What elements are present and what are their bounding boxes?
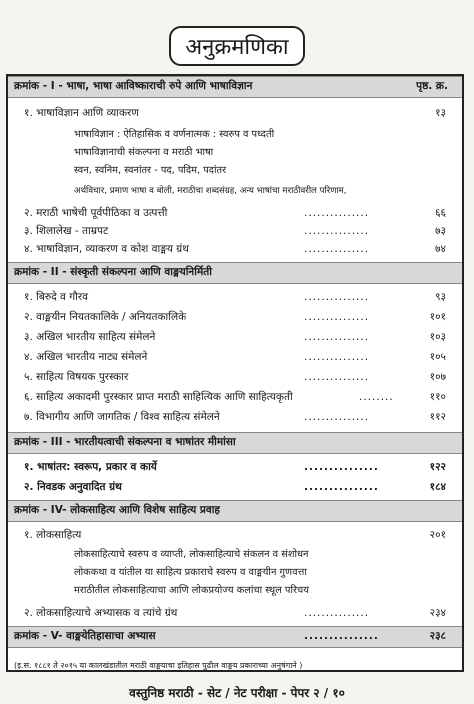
title-wrap bbox=[0, 26, 474, 66]
section-4-title: क्रमांक - IV- लोकसाहित्य आणि विशेष साहित्य प्रवाह bbox=[14, 504, 221, 516]
section-2-title: क्रमांक - II - संस्कृती संकल्पना आणि वाङ्मयनिर्मिती bbox=[14, 266, 212, 278]
page-column-label: पृष्ठ. क्र. bbox=[416, 80, 448, 92]
section-1-title: क्रमांक - I - भाषा, भाषा आविष्काराची रुपे आणि भाषाविज्ञान bbox=[14, 80, 253, 92]
section-3-title: क्रमांक - III - भारतीयत्वाची संकल्पना व भाषांतर मीमांसा bbox=[14, 436, 236, 448]
footnote: (इ.स. १८८१ ते २०१५ या कालखंडातील मराठी वाङ्मयाचा इतिहास पुढील वाङ्मय प्रकाराच्या अनुषंगाने ) bbox=[14, 661, 303, 670]
page-title: अनुक्रमणिका bbox=[169, 26, 304, 66]
contents-frame: क्रमांक - I - भाषा, भाषा आविष्काराची रुपे आणि भाषाविज्ञान पृष्ठ. क्र. १. भाषाविज्ञान आणि व्याकरण १३ भाषाविज्ञान : ऐतिहासिक व वर्णनात्मक : स्वरुप व पध्दती भाषाविज्ञानाची संकल्पना व मराठी भाषा स्वन, स्वनिम, स्वनांतर - पद, पदिम, पदांतर अर्थविचार, प्रमाण भाषा व बोली, मराठीचा शब्दसंग्रह, अन्य भाषांचा मराठीवरील परिणाम, २. मराठी भाषेची पूर्वपीठिका व उत्पत्ती ............... ६६ ३. शिलालेख - ताम्रपट ............... ७३ ४. भाषाविज्ञान, व्याकरण व कोश वाङ्मय ग्रंथ ............... ७४ क्रमांक - II - संस्कृती संकल्पना आणि वाङ्मयनिर्मिती १. बिरुदे व गौरव ............... ९३ २. वाङ्मयीन नियतकालिके / अनियतकालिके ............... १०१ ३. अखिल भारतीय साहित्य संमेलने ............... १०३ ४. अखिल भारतीय नाट्य संमेलने ............... १०५ ५. साहित्य विषयक पुरस्कार ............... १०७ ६. साहित्य अकादमी पुरस्कार प्राप्त मराठी साहित्यिक आणि साहित्यकृती ........ ११० ७. विभागीय आणि जागतिक / विश्व साहित्य संमेलने ............... ११२ क्रमांक - III - भारतीयत्वाची संकल्पना व भाषांतर मीमांसा १. भाषांतर: स्वरूप, प्रकार व कार्ये ............... १२२ २. निवडक अनुवादित ग्रंथ ............... १८४ क्रमांक - IV- लोकसाहित्य आणि विशेष साहित्य प्रवाह १. लोकसाहित्य २०१ लोकसाहित्याचे स्वरुप व व्याप्ती, लोकसाहित्याचे संकलन व संशोधन लोककथा व यांतील या साहित्य प्रकाराचे स्वरुप व वाङ्मयीन गुणवत्ता मराठीतील लोकसाहित्याचा आणि लोकप्रयोज्य कलांचा स्थूल परिचय २. लोकसाहित्याचे अभ्यासक व त्यांचे ग्रंथ ............... २३४ क्रमांक - V- वाङ्मयेतिहासाचा अभ्यास ............... २३८ bbox=[6, 74, 464, 672]
page-footer: वस्तुनिष्ठ मराठी - सेट / नेट परीक्षा - पेपर २ / १० bbox=[129, 686, 345, 700]
